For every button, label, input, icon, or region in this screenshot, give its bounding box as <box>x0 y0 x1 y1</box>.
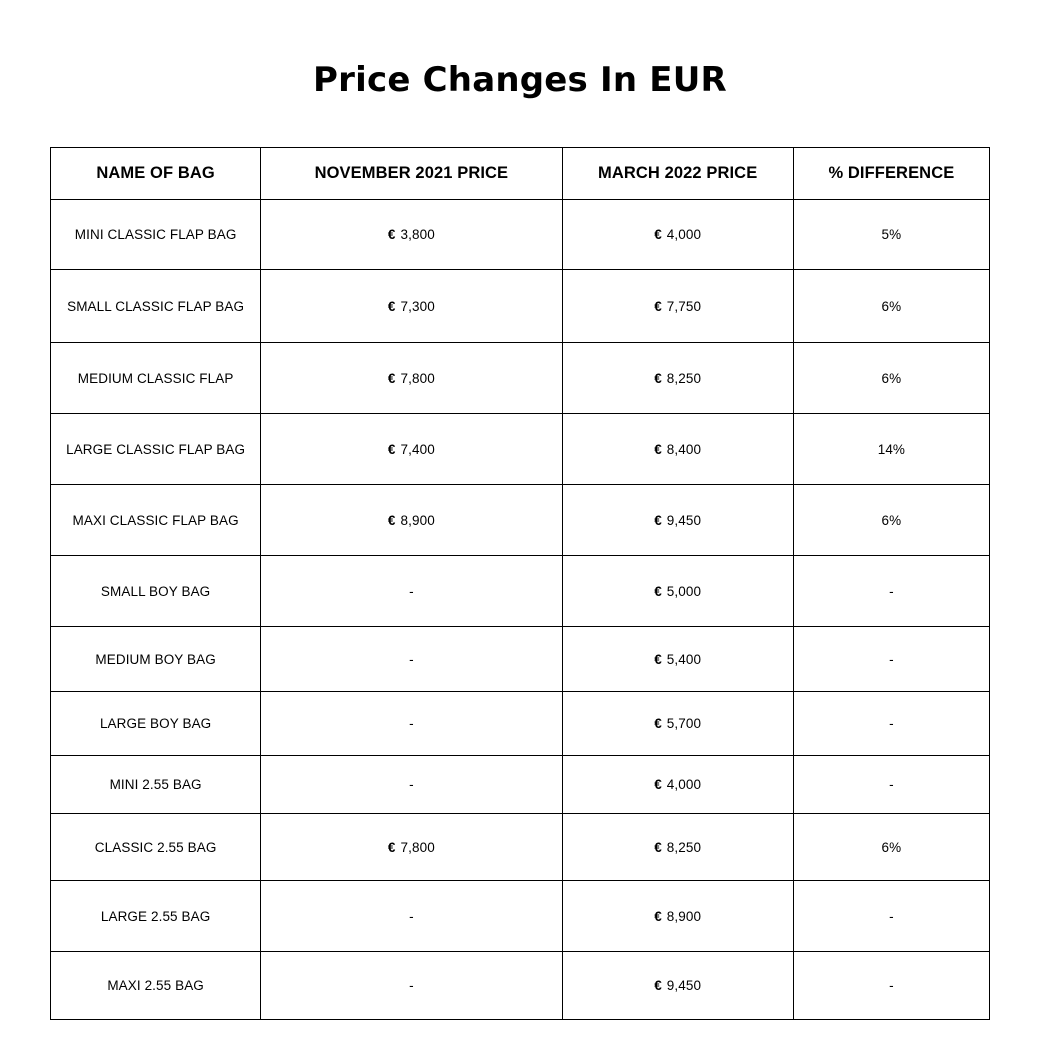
euro-icon: € <box>654 978 662 993</box>
euro-icon: € <box>654 716 662 731</box>
euro-icon: € <box>387 227 396 242</box>
november-2021-price-cell <box>261 756 562 814</box>
price-value: 8,900 <box>400 512 435 528</box>
november-2021-price-cell <box>261 627 562 692</box>
euro-icon: € <box>387 370 396 386</box>
november-2021-price-cell <box>261 200 562 270</box>
price-value: - <box>409 583 414 599</box>
euro-icon: € <box>654 512 662 528</box>
price-value: 5,700 <box>666 716 702 731</box>
percent-difference-cell: 14% <box>793 414 989 485</box>
page-title: Price Changes In EUR <box>313 60 727 100</box>
november-2021-price-cell <box>261 414 562 485</box>
bag-name-cell: CLASSIC 2.55 BAG <box>51 814 261 881</box>
table-row <box>51 627 990 692</box>
price-value: - <box>409 777 414 792</box>
euro-icon: € <box>387 441 396 457</box>
price-value: 8,250 <box>666 839 702 855</box>
bag-name-cell: MINI CLASSIC FLAP BAG <box>51 200 261 270</box>
bag-name-cell: MAXI 2.55 BAG <box>51 952 261 1020</box>
november-2021-price-cell <box>261 692 562 756</box>
november-2021-price-cell <box>261 556 562 627</box>
bag-name-cell: LARGE CLASSIC FLAP BAG <box>51 414 261 485</box>
bag-name-cell: MAXI CLASSIC FLAP BAG <box>51 485 261 556</box>
march-2022-price-cell <box>562 270 793 343</box>
price-value: 8,400 <box>666 441 702 457</box>
march-2022-price-cell <box>562 756 793 814</box>
november-2021-price-cell <box>261 485 562 556</box>
price-value: 4,000 <box>666 227 702 242</box>
euro-icon: € <box>654 839 662 855</box>
table-row <box>51 952 990 1020</box>
table-row <box>51 814 990 881</box>
table-body <box>51 200 990 1020</box>
euro-icon: € <box>654 777 662 792</box>
table-header-row <box>51 148 990 200</box>
price-value: 7,300 <box>400 298 435 314</box>
march-2022-price-cell <box>562 200 793 270</box>
march-2022-price-cell <box>562 414 793 485</box>
table-row <box>51 556 990 627</box>
price-value: 9,450 <box>666 512 702 528</box>
march-2022-price-cell <box>562 343 793 414</box>
header-percent-difference: % DIFFERENCE <box>793 148 989 200</box>
november-2021-price-cell <box>261 343 562 414</box>
table-row <box>51 414 990 485</box>
november-2021-price-cell <box>261 881 562 952</box>
bag-name-cell: LARGE BOY BAG <box>51 692 261 756</box>
percent-difference-cell: 6% <box>793 814 989 881</box>
percent-difference-cell: 5% <box>793 200 989 270</box>
percent-difference-cell: 6% <box>793 270 989 343</box>
euro-icon: € <box>387 512 396 528</box>
percent-difference-cell: - <box>793 556 989 627</box>
price-value: 7,400 <box>400 441 435 457</box>
bag-name-cell: MEDIUM BOY BAG <box>51 627 261 692</box>
table-row <box>51 692 990 756</box>
table-row <box>51 200 990 270</box>
price-value: 3,800 <box>400 227 435 242</box>
euro-icon: € <box>654 441 662 457</box>
march-2022-price-cell <box>562 881 793 952</box>
price-value: 4,000 <box>666 777 702 792</box>
price-value: 7,800 <box>400 839 435 855</box>
bag-name-cell: SMALL BOY BAG <box>51 556 261 627</box>
percent-difference-cell: 6% <box>793 343 989 414</box>
november-2021-price-cell <box>261 270 562 343</box>
euro-icon: € <box>654 583 662 599</box>
euro-icon: € <box>654 298 662 314</box>
header-november-2021-price: NOVEMBER 2021 PRICE <box>261 148 562 200</box>
march-2022-price-cell <box>562 814 793 881</box>
euro-icon: € <box>654 651 662 667</box>
price-value: 5,000 <box>666 583 702 599</box>
table-row <box>51 343 990 414</box>
price-value: - <box>409 908 414 924</box>
percent-difference-cell: - <box>793 756 989 814</box>
march-2022-price-cell <box>562 692 793 756</box>
price-value: - <box>409 716 414 731</box>
price-value: 8,250 <box>666 370 702 386</box>
bag-name-cell: LARGE 2.55 BAG <box>51 881 261 952</box>
percent-difference-cell: 6% <box>793 485 989 556</box>
table-row <box>51 270 990 343</box>
price-value: 9,450 <box>666 978 702 993</box>
percent-difference-cell: - <box>793 952 989 1020</box>
bag-name-cell: SMALL CLASSIC FLAP BAG <box>51 270 261 343</box>
euro-icon: € <box>654 227 662 242</box>
price-value: - <box>409 651 414 667</box>
percent-difference-cell: - <box>793 692 989 756</box>
march-2022-price-cell <box>562 556 793 627</box>
table-row <box>51 881 990 952</box>
price-value: 5,400 <box>666 651 702 667</box>
euro-icon: € <box>387 839 396 855</box>
march-2022-price-cell <box>562 952 793 1020</box>
bag-name-cell: MEDIUM CLASSIC FLAP <box>51 343 261 414</box>
percent-difference-cell: - <box>793 627 989 692</box>
march-2022-price-cell <box>562 485 793 556</box>
november-2021-price-cell <box>261 814 562 881</box>
euro-icon: € <box>654 370 662 386</box>
price-value: - <box>409 978 414 993</box>
bag-name-cell: MINI 2.55 BAG <box>51 756 261 814</box>
november-2021-price-cell <box>261 952 562 1020</box>
table-row <box>51 756 990 814</box>
price-value: 7,750 <box>666 298 702 314</box>
price-value: 8,900 <box>666 908 702 924</box>
price-table <box>50 147 990 1020</box>
header-march-2022-price: MARCH 2022 PRICE <box>562 148 793 200</box>
percent-difference-cell: - <box>793 881 989 952</box>
euro-icon: € <box>654 908 662 924</box>
table-row <box>51 485 990 556</box>
march-2022-price-cell <box>562 627 793 692</box>
euro-icon: € <box>387 298 396 314</box>
price-value: 7,800 <box>400 370 435 386</box>
header-name-of-bag: NAME OF BAG <box>51 148 261 200</box>
